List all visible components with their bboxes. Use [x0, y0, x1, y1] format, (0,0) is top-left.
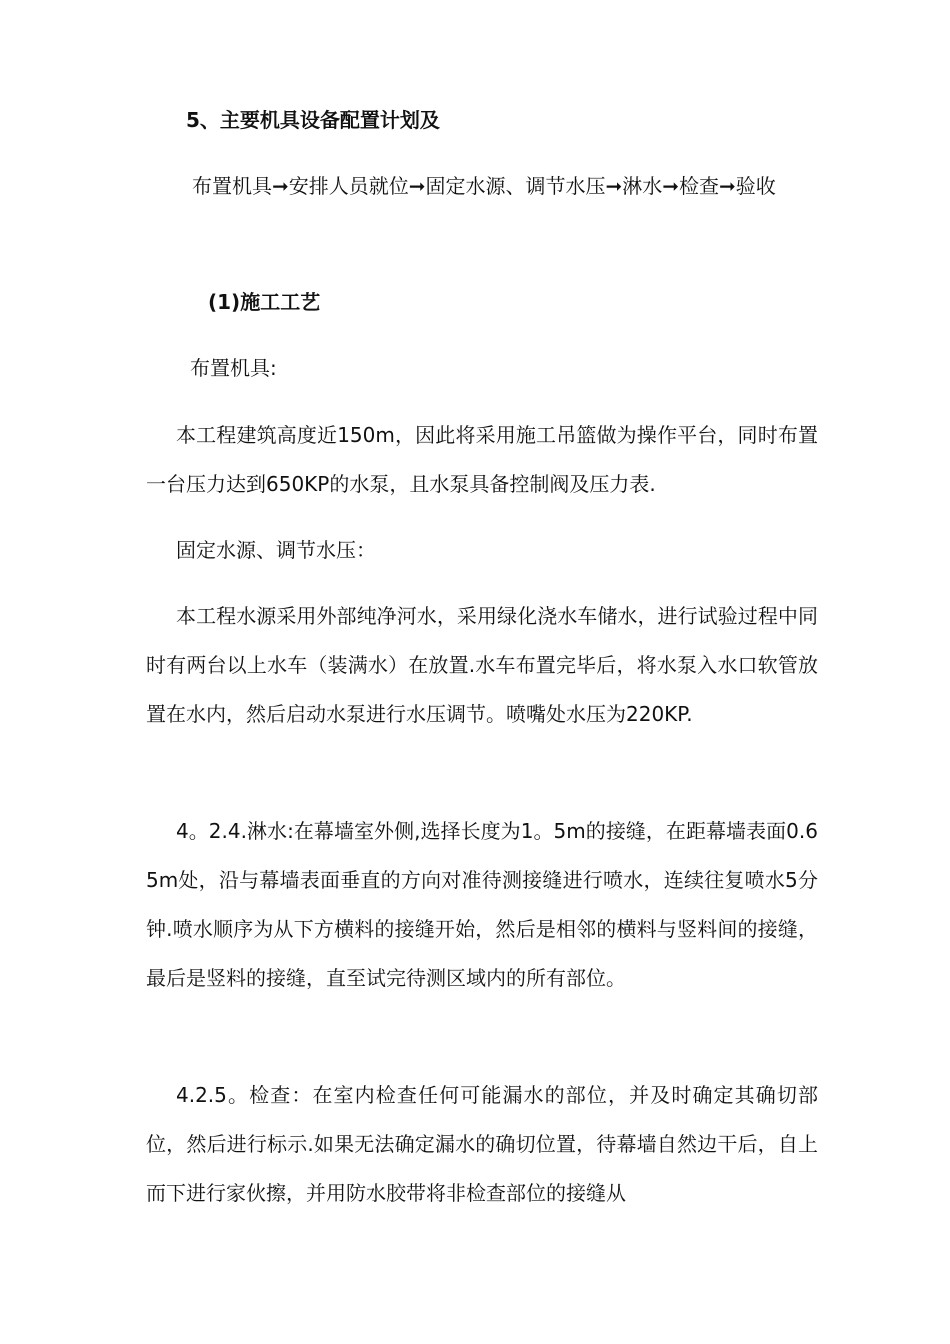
label-arrange-equipment: 布置机具:	[190, 356, 277, 380]
section-heading-equipment-plan: 5、主要机具设备配置计划及	[186, 108, 440, 132]
paragraph-inspection: 4.2.5。检查：在室内检查任何可能漏水的部位，并及时确定其确切部位，然后进行标示.如果无法确定漏水的确切位置，待幕墙自然边干后，自上而下进行家伙擦，并用防水胶带将非检查部位的接缝从	[146, 1083, 818, 1205]
label-water-source-pressure: 固定水源、调节水压：	[176, 538, 376, 562]
paragraph-water-source-pressure: 本工程水源采用外部纯净河水，采用绿化浇水车储水，进行试验过程中同时有两台以上水车（装满水）在放置.水车布置完毕后，将水泵入水口软管放置在水内，然后启动水泵进行水压调节。喷嘴处水压为220KP.	[146, 604, 818, 726]
process-flow-text: 布置机具➞安排人员就位➞固定水源、调节水压➞淋水➞检查➞验收	[192, 174, 776, 198]
subheading-construction-process: (1)施工工艺	[208, 290, 321, 314]
paragraph-arrange-equipment: 本工程建筑高度近150m，因此将采用施工吊篮做为操作平台，同时布置一台压力达到650KP的水泵，且水泵具备控制阀及压力表.	[146, 423, 818, 496]
paragraph-spray-test: 4。2.4.淋水:在幕墙室外侧,选择长度为1。5m的接缝，在距幕墙表面0.65m处，沿与幕墙表面垂直的方向对准待测接缝进行喷水，连续往复喷水5分钟.喷水顺序为从下方横料的接缝开始，然后是相邻的横料与竖料间的接缝，最后是竖料的接缝，直至试完待测区域内的所有部位。	[146, 819, 818, 990]
